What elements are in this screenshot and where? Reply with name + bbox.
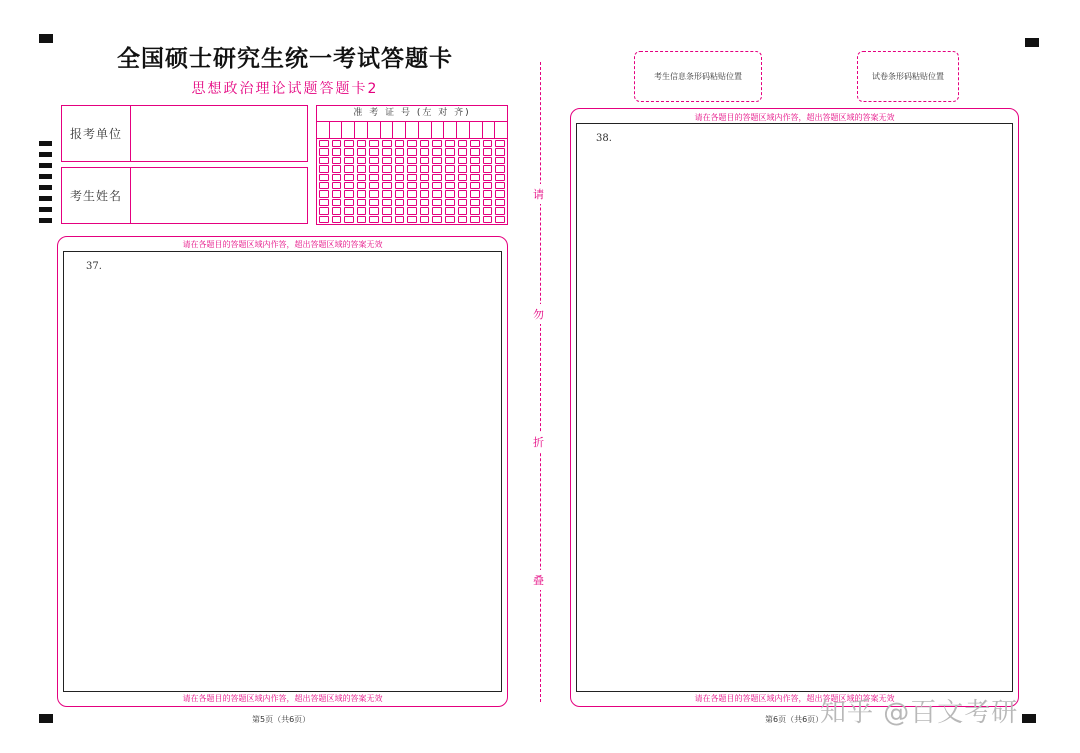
id-bubble[interactable] [357, 140, 367, 147]
id-bubble[interactable] [344, 140, 354, 147]
id-digit-cell[interactable] [355, 122, 368, 138]
id-bubble[interactable] [382, 216, 392, 223]
id-bubble[interactable] [357, 190, 367, 197]
id-bubble[interactable] [395, 140, 405, 147]
id-bubble[interactable] [483, 165, 493, 172]
id-bubble[interactable] [458, 207, 468, 214]
id-bubble[interactable] [319, 199, 329, 206]
id-bubble[interactable] [319, 207, 329, 214]
id-bubble[interactable] [407, 207, 417, 214]
id-digit-cell[interactable] [457, 122, 470, 138]
timing-mark [39, 196, 52, 201]
id-bubble[interactable] [420, 199, 430, 206]
id-bubble[interactable] [495, 174, 505, 181]
sheet-title: 全国硕士研究生统一考试答题卡 [117, 45, 453, 72]
admission-number-write-row[interactable] [317, 122, 507, 139]
watermark: 知乎 @百文考研 [820, 698, 1019, 728]
id-bubble[interactable] [407, 148, 417, 155]
id-bubble[interactable] [483, 216, 493, 223]
id-bubble[interactable] [369, 216, 379, 223]
id-bubble[interactable] [332, 148, 342, 155]
id-bubble[interactable] [458, 148, 468, 155]
timing-mark [39, 163, 52, 168]
answer-notice-bottom: 请在各题目的答题区域内作答，超出答题区域的答案无效 [694, 694, 895, 703]
id-bubble[interactable] [495, 140, 505, 147]
id-bubble[interactable] [344, 216, 354, 223]
id-digit-cell[interactable] [368, 122, 381, 138]
timing-mark [39, 207, 52, 212]
name-label: 考生姓名 [62, 168, 131, 223]
candidate-barcode-area[interactable]: 考生信息条形码粘贴位置 [634, 51, 762, 102]
id-bubble[interactable] [382, 207, 392, 214]
id-bubble[interactable] [432, 190, 442, 197]
id-bubble[interactable] [344, 182, 354, 189]
fold-char: 请 [533, 184, 544, 204]
answer-notice-bottom: 请在各题目的答题区域内作答，超出答题区域的答案无效 [182, 694, 383, 703]
id-bubble[interactable] [495, 207, 505, 214]
id-bubble[interactable] [432, 216, 442, 223]
id-bubble[interactable] [458, 190, 468, 197]
id-bubble[interactable] [432, 148, 442, 155]
id-bubble[interactable] [369, 148, 379, 155]
id-bubble[interactable] [369, 199, 379, 206]
id-bubble[interactable] [395, 165, 405, 172]
id-bubble[interactable] [495, 157, 505, 164]
id-bubble[interactable] [495, 148, 505, 155]
id-bubble[interactable] [319, 165, 329, 172]
id-bubble[interactable] [344, 207, 354, 214]
id-bubble[interactable] [407, 174, 417, 181]
id-bubble[interactable] [382, 157, 392, 164]
id-bubble[interactable] [420, 182, 430, 189]
id-bubble[interactable] [420, 157, 430, 164]
id-bubble[interactable] [445, 165, 455, 172]
id-bubble[interactable] [407, 165, 417, 172]
id-digit-cell[interactable] [393, 122, 406, 138]
id-bubble[interactable] [432, 165, 442, 172]
id-bubble[interactable] [420, 140, 430, 147]
question-number-37: 37. [86, 261, 102, 272]
page-number-left: 第5页（共6页） [252, 715, 311, 724]
id-bubble[interactable] [332, 165, 342, 172]
id-bubble[interactable] [407, 140, 417, 147]
id-bubble[interactable] [369, 165, 379, 172]
id-bubble[interactable] [382, 140, 392, 147]
answer-box-38[interactable] [576, 123, 1013, 692]
id-bubble[interactable] [319, 157, 329, 164]
id-bubble[interactable] [344, 199, 354, 206]
id-bubble[interactable] [319, 174, 329, 181]
id-bubble[interactable] [332, 140, 342, 147]
id-bubble[interactable] [432, 174, 442, 181]
id-bubble[interactable] [332, 174, 342, 181]
id-digit-cell[interactable] [381, 122, 394, 138]
id-bubble[interactable] [432, 199, 442, 206]
id-bubble[interactable] [420, 174, 430, 181]
id-bubble[interactable] [458, 216, 468, 223]
id-bubble[interactable] [458, 140, 468, 147]
id-bubble[interactable] [483, 148, 493, 155]
id-bubble[interactable] [495, 190, 505, 197]
id-digit-cell[interactable] [483, 122, 496, 138]
id-bubble[interactable] [458, 165, 468, 172]
id-bubble[interactable] [445, 157, 455, 164]
id-bubble[interactable] [407, 182, 417, 189]
id-digit-cell[interactable] [470, 122, 483, 138]
id-bubble[interactable] [357, 216, 367, 223]
timing-mark [39, 218, 52, 223]
id-bubble[interactable] [483, 182, 493, 189]
id-bubble[interactable] [420, 207, 430, 214]
admission-number-grid[interactable] [316, 105, 508, 225]
id-bubble[interactable] [332, 199, 342, 206]
id-bubble[interactable] [369, 140, 379, 147]
name-field[interactable] [61, 167, 308, 224]
timing-mark [39, 174, 52, 179]
id-bubble[interactable] [357, 157, 367, 164]
id-bubble[interactable] [344, 190, 354, 197]
unit-label: 报考单位 [62, 106, 131, 161]
id-bubble[interactable] [483, 174, 493, 181]
timing-mark [39, 152, 52, 157]
id-bubble[interactable] [332, 157, 342, 164]
id-bubble[interactable] [357, 148, 367, 155]
id-bubble[interactable] [470, 199, 480, 206]
alignment-mark [39, 714, 53, 723]
id-bubble[interactable] [420, 148, 430, 155]
id-bubble[interactable] [332, 207, 342, 214]
id-bubble[interactable] [483, 199, 493, 206]
id-bubble[interactable] [458, 199, 468, 206]
sheet-subtitle: 思想政治理论试题答题卡2 [191, 81, 379, 97]
id-bubble[interactable] [470, 174, 480, 181]
id-bubble[interactable] [382, 182, 392, 189]
id-bubble[interactable] [344, 165, 354, 172]
admission-number-bubbles[interactable] [317, 139, 507, 224]
id-bubble[interactable] [369, 207, 379, 214]
id-bubble[interactable] [357, 182, 367, 189]
id-bubble[interactable] [395, 148, 405, 155]
id-bubble[interactable] [445, 190, 455, 197]
id-bubble[interactable] [382, 199, 392, 206]
id-bubble[interactable] [445, 216, 455, 223]
id-bubble[interactable] [495, 182, 505, 189]
fold-char: 折 [533, 432, 544, 452]
id-digit-cell[interactable] [419, 122, 432, 138]
id-bubble[interactable] [470, 190, 480, 197]
id-bubble[interactable] [382, 174, 392, 181]
fold-char: 勿 [533, 304, 544, 324]
id-bubble[interactable] [369, 190, 379, 197]
id-bubble[interactable] [382, 190, 392, 197]
id-bubble[interactable] [407, 157, 417, 164]
timing-mark [39, 141, 52, 146]
id-bubble[interactable] [319, 190, 329, 197]
id-bubble[interactable] [395, 199, 405, 206]
id-bubble[interactable] [382, 165, 392, 172]
id-bubble[interactable] [395, 174, 405, 181]
id-digit-cell[interactable] [330, 122, 343, 138]
id-bubble[interactable] [445, 174, 455, 181]
id-bubble[interactable] [432, 207, 442, 214]
id-bubble[interactable] [470, 207, 480, 214]
fold-char: 叠 [533, 570, 544, 590]
id-bubble[interactable] [395, 207, 405, 214]
id-bubble[interactable] [357, 199, 367, 206]
id-digit-cell[interactable] [495, 122, 507, 138]
id-bubble[interactable] [357, 174, 367, 181]
id-bubble[interactable] [332, 182, 342, 189]
id-digit-cell[interactable] [406, 122, 419, 138]
alignment-mark [39, 34, 53, 43]
paper-barcode-area[interactable]: 试卷条形码粘贴位置 [857, 51, 959, 102]
id-bubble[interactable] [432, 140, 442, 147]
id-bubble[interactable] [458, 174, 468, 181]
id-bubble[interactable] [369, 174, 379, 181]
id-bubble[interactable] [470, 140, 480, 147]
id-bubble[interactable] [495, 165, 505, 172]
id-bubble[interactable] [483, 157, 493, 164]
id-bubble[interactable] [470, 216, 480, 223]
id-bubble[interactable] [420, 190, 430, 197]
id-bubble[interactable] [470, 182, 480, 189]
id-bubble[interactable] [395, 190, 405, 197]
id-bubble[interactable] [483, 207, 493, 214]
id-bubble[interactable] [483, 190, 493, 197]
id-bubble[interactable] [432, 182, 442, 189]
id-bubble[interactable] [344, 157, 354, 164]
id-bubble[interactable] [407, 190, 417, 197]
id-bubble[interactable] [344, 174, 354, 181]
fold-line [540, 62, 541, 702]
id-bubble[interactable] [344, 148, 354, 155]
id-bubble[interactable] [445, 140, 455, 147]
id-bubble[interactable] [332, 216, 342, 223]
id-bubble[interactable] [395, 157, 405, 164]
id-bubble[interactable] [483, 140, 493, 147]
answer-notice-top: 请在各题目的答题区域内作答，超出答题区域的答案无效 [182, 240, 383, 249]
id-bubble[interactable] [319, 148, 329, 155]
id-bubble[interactable] [407, 216, 417, 223]
id-bubble[interactable] [382, 148, 392, 155]
answer-box-37[interactable] [63, 251, 502, 692]
id-bubble[interactable] [420, 216, 430, 223]
id-bubble[interactable] [495, 216, 505, 223]
id-digit-cell[interactable] [317, 122, 330, 138]
id-bubble[interactable] [332, 190, 342, 197]
id-bubble[interactable] [458, 157, 468, 164]
page-number-right: 第6页（共6页） [765, 715, 824, 724]
id-bubble[interactable] [432, 157, 442, 164]
id-bubble[interactable] [319, 182, 329, 189]
id-bubble[interactable] [407, 199, 417, 206]
id-bubble[interactable] [458, 182, 468, 189]
answer-notice-top: 请在各题目的答题区域内作答，超出答题区域的答案无效 [694, 113, 895, 122]
timing-mark [39, 185, 52, 190]
alignment-mark [1022, 714, 1036, 723]
id-bubble[interactable] [445, 199, 455, 206]
id-bubble[interactable] [395, 182, 405, 189]
id-bubble[interactable] [357, 207, 367, 214]
unit-field[interactable] [61, 105, 308, 162]
id-digit-cell[interactable] [444, 122, 457, 138]
alignment-mark [1025, 38, 1039, 47]
id-bubble[interactable] [319, 216, 329, 223]
id-bubble[interactable] [319, 140, 329, 147]
id-digit-cell[interactable] [342, 122, 355, 138]
id-bubble[interactable] [395, 216, 405, 223]
id-digit-cell[interactable] [432, 122, 445, 138]
id-bubble[interactable] [470, 148, 480, 155]
id-bubble[interactable] [495, 199, 505, 206]
question-number-38: 38. [596, 133, 612, 144]
id-bubble[interactable] [445, 148, 455, 155]
id-bubble[interactable] [357, 165, 367, 172]
id-bubble[interactable] [445, 182, 455, 189]
admission-number-label: 准 考 证 号 (左 对 齐) [317, 106, 507, 122]
id-bubble[interactable] [420, 165, 430, 172]
id-bubble[interactable] [445, 207, 455, 214]
id-bubble[interactable] [470, 157, 480, 164]
id-bubble[interactable] [369, 182, 379, 189]
id-bubble[interactable] [369, 157, 379, 164]
id-bubble[interactable] [470, 165, 480, 172]
